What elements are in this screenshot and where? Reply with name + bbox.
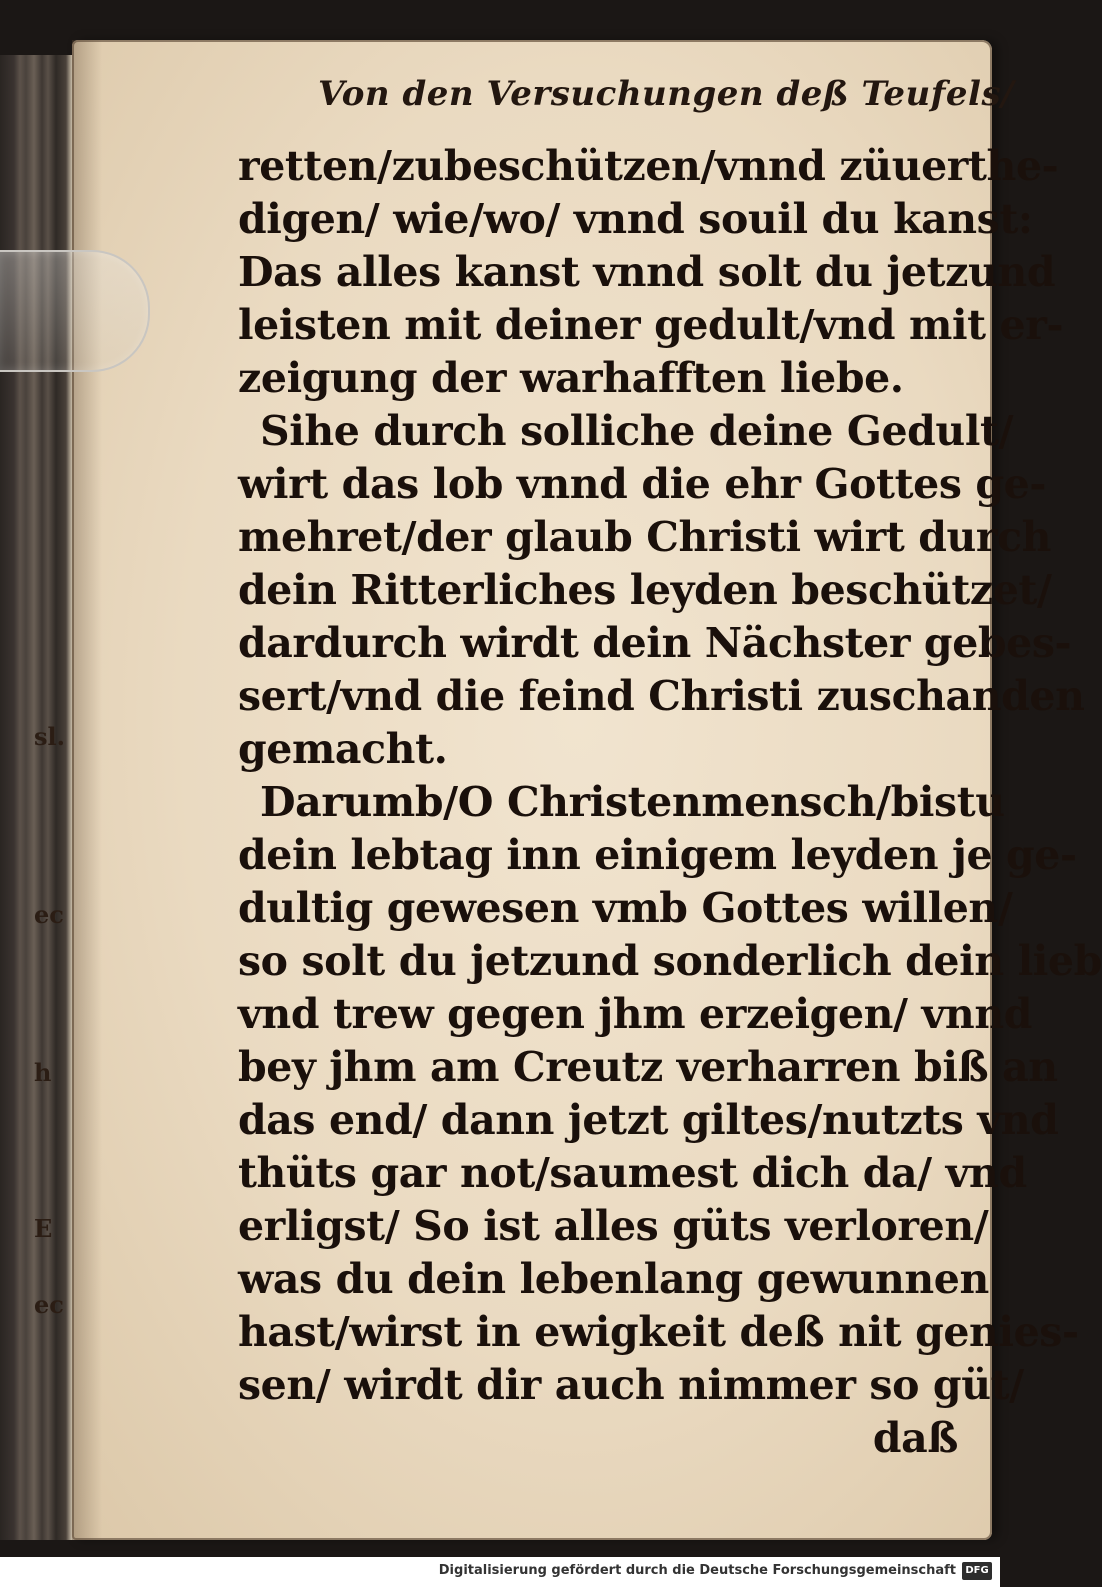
- text-line: dein Ritterliches leyden beschützet/: [238, 566, 1052, 614]
- bookmark-clip: [0, 250, 150, 372]
- text-line: was du dein lebenlang gewunnen: [238, 1255, 989, 1303]
- margin-fragment: ec: [34, 1290, 64, 1319]
- catchword: daß: [872, 1414, 958, 1462]
- text-line: bey jhm am Creutz verharren biß an: [238, 1043, 1058, 1091]
- margin-fragment: ec: [34, 900, 64, 929]
- text-line: Sihe durch solliche deine Gedult/: [260, 407, 1014, 455]
- text-line: Das alles kanst vnnd solt du jetzund: [238, 248, 1056, 296]
- footer-bar: [0, 1557, 1000, 1587]
- text-line: retten/zubeschützen/vnnd züuerthe-: [238, 142, 1059, 190]
- running-head: Von den Versuchungen deß Teufels/: [318, 74, 1015, 114]
- text-line: mehret/der glaub Christi wirt durch: [238, 513, 1052, 561]
- text-line: Darumb/O Christenmensch/bistu: [260, 778, 1005, 826]
- text-block: [238, 140, 1102, 1465]
- text-line: leisten mit deiner gedult/vnd mit er-: [238, 301, 1064, 349]
- text-line: thüts gar not/saumest dich da/ vnd: [238, 1149, 1027, 1197]
- text-line: hast/wirst in ewigkeit deß nit genies-: [238, 1308, 1079, 1356]
- text-line: wirt das lob vnnd die ehr Gottes ge-: [238, 460, 1046, 508]
- text-line: dultig gewesen vmb Gottes willen/: [238, 884, 1013, 932]
- dfg-logo-icon: DFG: [962, 1562, 992, 1580]
- text-line: digen/ wie/wo/ vnnd souil du kanst:: [238, 195, 1033, 243]
- text-line: vnd trew gegen jhm erzeigen/ vnnd: [238, 990, 1033, 1038]
- text-line: erligst/ So ist alles güts verloren/: [238, 1202, 989, 1250]
- margin-fragment: sl.: [34, 722, 65, 751]
- text-line: dardurch wirdt dein Nächster gebes-: [238, 619, 1072, 667]
- funding-credit: Digitalisierung gefördert durch die Deutsche Forschungsgemeinschaft: [438, 1563, 956, 1578]
- text-line: zeigung der warhafften liebe.: [238, 354, 904, 402]
- text-line: sert/vnd die feind Christi zuschanden: [238, 672, 1085, 720]
- margin-fragment: h: [34, 1058, 52, 1087]
- text-line: das end/ dann jetzt giltes/nutzts vnd: [238, 1096, 1059, 1144]
- text-line: gemacht.: [238, 725, 448, 773]
- text-line: sen/ wirdt dir auch nimmer so güt/: [238, 1361, 1024, 1409]
- text-line: so solt du jetzund sonderlich dein lieb: [238, 937, 1102, 985]
- margin-fragment: E: [34, 1214, 53, 1243]
- text-line: dein lebtag inn einigem leyden je ge-: [238, 831, 1077, 879]
